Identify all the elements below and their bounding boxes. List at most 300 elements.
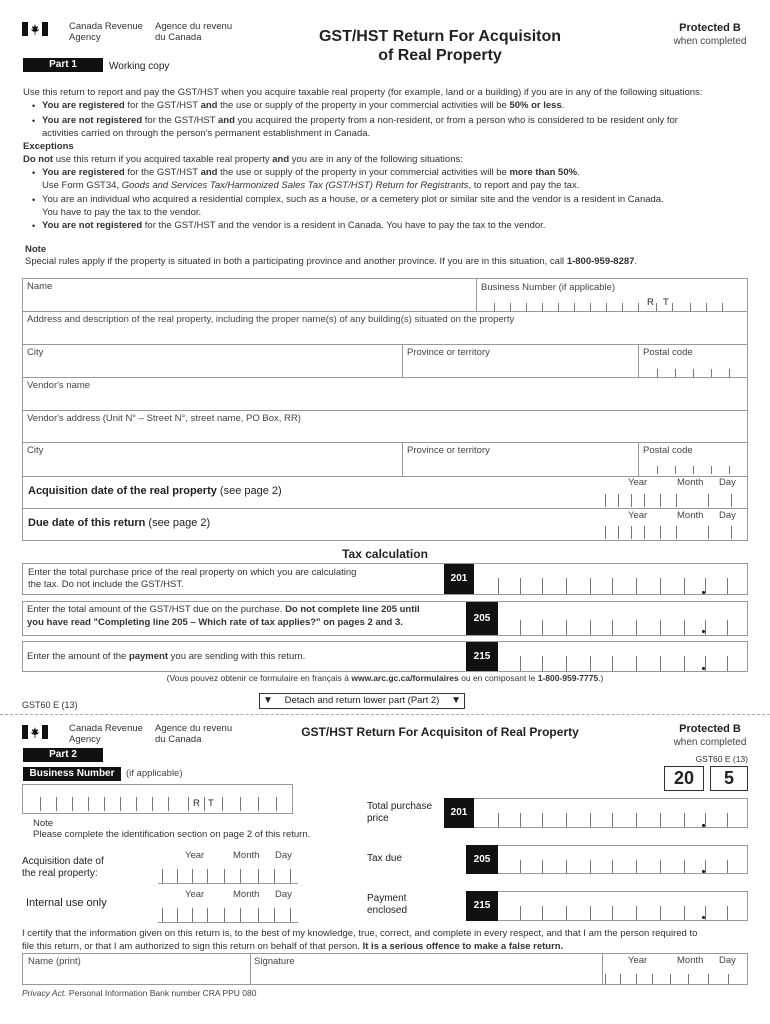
- when-completed-label: when completed: [673, 36, 747, 47]
- postal-tick: [693, 369, 694, 377]
- b2-a: You are not registered: [42, 115, 143, 126]
- acq-label-line2: the real property:: [22, 868, 98, 879]
- city-label: City: [27, 347, 44, 358]
- bullet-icon: •: [32, 101, 36, 111]
- bn-tick: [72, 797, 73, 811]
- address-label: Address and description of the real property, including the proper name(s) of any building(s) situated on the property: [27, 314, 515, 325]
- amount-tick: [566, 578, 567, 594]
- date-tick: [660, 494, 661, 507]
- e1-a: You are registered: [42, 167, 125, 178]
- postal-tick: [693, 466, 694, 474]
- year-prefix-box: 20: [664, 766, 704, 791]
- date-tick: [676, 526, 677, 539]
- line215-amount-field[interactable]: [498, 642, 747, 671]
- form-id: GST60 E (13): [22, 700, 78, 710]
- date-tick: [670, 974, 671, 984]
- bn-tick: [526, 303, 527, 311]
- protected-label-part2: Protected B: [679, 723, 741, 735]
- bn-tick: [542, 303, 543, 311]
- date-tick: [631, 526, 632, 539]
- part2-line205-field[interactable]: [498, 845, 748, 874]
- note-end: .: [634, 256, 638, 267]
- date-tick: [728, 974, 729, 984]
- amount-tick: [520, 860, 521, 873]
- privacy-act-label: Privacy Act.: [22, 988, 67, 998]
- e1-e: more than 50%: [509, 167, 578, 178]
- amount-tick: [636, 906, 637, 920]
- b1-e: 50% or less: [509, 100, 562, 111]
- e1-f: .: [577, 167, 580, 178]
- bn-t-label: T: [208, 798, 214, 809]
- amount-tick: [727, 620, 728, 635]
- line201-amount-field[interactable]: [474, 564, 747, 594]
- due-date-field[interactable]: [602, 522, 747, 539]
- e2-line1: You are an individual who acquired a residential complex, such as a house, or a cemetery plot or similar site and the vendor is a resident in Canada.: [42, 194, 664, 205]
- arrow-down-icon: ▼: [263, 695, 273, 706]
- vendor-province-label: Province or territory: [407, 445, 490, 456]
- name-field[interactable]: [23, 290, 475, 310]
- vendor-city-label: City: [27, 445, 44, 456]
- agency-fr-line1: Agence du revenu: [155, 723, 233, 734]
- decimal-point-dot: [702, 667, 705, 670]
- exceptions-heading: Exceptions: [23, 141, 74, 152]
- amount-tick: [636, 620, 637, 635]
- bn-tick: [56, 797, 57, 811]
- date-tick: [177, 869, 178, 883]
- vendor-address-field[interactable]: [23, 425, 747, 442]
- pay-line1: Payment: [367, 893, 407, 904]
- amount-tick: [636, 813, 637, 827]
- amount-tick: [520, 813, 521, 827]
- month-label: Month: [677, 477, 704, 488]
- month-label: Month: [233, 850, 260, 861]
- payment-enclosed-label: [367, 893, 407, 917]
- acquisition-date-label-part2: [22, 856, 104, 880]
- decimal-point-dot: [702, 870, 705, 873]
- divider: [23, 344, 748, 345]
- tax-due-label: Tax due: [367, 853, 403, 864]
- month-label: Month: [233, 889, 260, 900]
- amount-tick: [705, 813, 706, 827]
- amount-tick: [520, 656, 521, 671]
- note-text: [25, 256, 755, 269]
- bullet-icon: •: [32, 195, 36, 205]
- divider: [23, 311, 748, 312]
- line201-code: 201: [444, 564, 474, 594]
- bn-tick: [706, 303, 707, 311]
- cut-line: [0, 714, 770, 715]
- address-field[interactable]: [23, 326, 747, 343]
- amount-tick: [566, 656, 567, 671]
- amount-tick: [590, 578, 591, 594]
- date-tick: [274, 869, 275, 883]
- note-phone: 1-800-959-8287: [566, 256, 635, 267]
- date-tick: [240, 908, 241, 922]
- amount-tick: [498, 813, 499, 827]
- bullet-icon: •: [32, 168, 36, 178]
- internal-use-label: Internal use only: [26, 897, 107, 909]
- bn-tick: [622, 303, 623, 311]
- date-tick: [162, 908, 163, 922]
- year-suffix-box[interactable]: 5: [710, 766, 748, 791]
- e1-c: and: [200, 167, 218, 178]
- bn-tick: [152, 797, 153, 811]
- bn-tick: [494, 303, 495, 311]
- postal-tick: [729, 369, 730, 377]
- due-date-text: Due date of this return: [28, 517, 146, 529]
- when-completed-part2: when completed: [673, 737, 747, 748]
- b1-d: the use or supply of the property in your commercial activities will be: [217, 100, 510, 111]
- part2-line201-field[interactable]: [474, 798, 748, 828]
- amount-tick: [612, 906, 613, 920]
- business-number-badge: Business Number: [23, 767, 121, 781]
- day-label: Day: [719, 510, 736, 521]
- date-tick: [618, 526, 619, 539]
- amount-tick: [636, 656, 637, 671]
- b2-b: for the GST/HST: [142, 115, 218, 126]
- amount-tick: [542, 656, 543, 671]
- signature-field[interactable]: [251, 967, 601, 984]
- bn-tick: [222, 797, 223, 811]
- e1-line2-c: , to report and pay the tax.: [468, 179, 580, 191]
- bn-tick: [510, 303, 511, 311]
- amount-tick: [660, 578, 661, 594]
- bn-tick: [558, 303, 559, 311]
- bullet-icon: •: [32, 221, 36, 231]
- e1-b: for the GST/HST: [124, 167, 201, 178]
- exception-bullet2: [42, 194, 752, 219]
- due-date-label: [28, 517, 210, 529]
- bn-tick: [88, 797, 89, 811]
- fr-phone: 1-800-959-7775: [537, 673, 599, 683]
- date-tick: [708, 494, 709, 507]
- vendor-city-field[interactable]: [23, 455, 401, 474]
- bn-tick: [120, 797, 121, 811]
- date-tick: [631, 494, 632, 507]
- name-print-field[interactable]: [23, 967, 249, 984]
- amount-tick: [684, 578, 685, 594]
- tax-calculation-heading: Tax calculation: [342, 547, 428, 561]
- e1-line2-b: Goods and Services Tax/Harmonized Sales Tax (GST/HST) Return for Registrants: [121, 179, 469, 191]
- date-tick: [605, 526, 606, 539]
- date-tick: [162, 869, 163, 883]
- amount-tick: [684, 656, 685, 671]
- bn-tick: [40, 797, 41, 811]
- part2-note-heading: Note: [33, 818, 54, 829]
- amount-tick: [705, 860, 706, 873]
- city-field[interactable]: [23, 357, 401, 376]
- bn-tick: [276, 797, 277, 811]
- note-text-main: Special rules apply if the property is situated in both a participating province and another province. If you are in this situation, call: [25, 256, 567, 267]
- province-field[interactable]: [403, 357, 637, 376]
- amount-tick: [612, 860, 613, 873]
- line205-code: 205: [466, 602, 498, 635]
- intro-bullet2: [42, 115, 752, 140]
- day-label: Day: [275, 889, 292, 900]
- decimal-point-dot: [702, 824, 705, 827]
- part2-line201-code: 201: [444, 798, 474, 828]
- agency-en-line2: Agency: [69, 733, 101, 745]
- date-tick: [290, 869, 291, 883]
- bn-tick: [104, 797, 105, 811]
- exception-bullet1: [42, 167, 752, 192]
- canada-flag-icon: [22, 725, 48, 739]
- bn-tick: [204, 797, 205, 811]
- amount-tick: [727, 578, 728, 594]
- e2-line2: You have to pay the tax to the vendor.: [42, 206, 202, 218]
- date-tick: [258, 869, 259, 883]
- arrow-down-icon: ▼: [451, 695, 461, 706]
- tp-line1: Total purchase: [367, 801, 433, 812]
- l205-line2: you have read "Completing line 205 – Which rate of tax applies?" on pages 2 and 3.: [27, 616, 403, 628]
- part2-title: GST/HST Return For Acquisiton of Real Property: [301, 725, 579, 739]
- amount-tick: [542, 620, 543, 635]
- postal-tick: [675, 369, 676, 377]
- bn-tick: [168, 797, 169, 811]
- bn-tick: [258, 797, 259, 811]
- bullet-icon: •: [32, 116, 36, 126]
- date-tick: [644, 494, 645, 507]
- date-tick: [660, 526, 661, 539]
- l205-b: Do not complete line 205 until: [285, 604, 420, 615]
- amount-tick: [590, 906, 591, 920]
- exception-bullet3: [42, 220, 752, 233]
- line215-text: [27, 651, 447, 664]
- title-line2: of Real Property: [378, 47, 502, 64]
- detach-instruction: [259, 693, 465, 709]
- amount-tick: [520, 620, 521, 635]
- signature-date-field[interactable]: [603, 967, 747, 984]
- decimal-point-dot: [702, 630, 705, 633]
- amount-tick: [542, 813, 543, 827]
- month-label: Month: [677, 510, 704, 521]
- date-tick: [224, 869, 225, 883]
- bn-tick: [722, 303, 723, 311]
- e1-d: the use or supply of the property in your commercial activities will be: [217, 167, 510, 178]
- vendor-postal-label: Postal code: [643, 445, 693, 456]
- bn-tick: [672, 303, 673, 311]
- l215-a: Enter the amount of the: [27, 651, 129, 662]
- acquisition-date-field[interactable]: [602, 490, 747, 507]
- date-tick: [177, 908, 178, 922]
- l201-line1: Enter the total purchase price of the real property on which you are calculating: [28, 567, 357, 578]
- amount-tick: [660, 620, 661, 635]
- day-label: Day: [719, 955, 736, 966]
- due-see-text: (see page 2): [145, 517, 211, 529]
- amount-tick: [498, 578, 499, 594]
- e3-a: You are not registered: [42, 220, 143, 231]
- postal-tick: [657, 369, 658, 377]
- amount-tick: [612, 813, 613, 827]
- ex-c: and: [272, 154, 290, 165]
- signature-label: Signature: [254, 956, 295, 967]
- divider: [23, 508, 748, 509]
- title-line1: GST/HST Return For Acquisiton: [318, 28, 562, 45]
- business-number-label: Business Number (if applicable): [481, 282, 616, 293]
- e3-b: for the GST/HST and the vendor is a resident in Canada. You have to pay the tax to the vendor.: [142, 220, 546, 231]
- line205-text: [27, 604, 447, 629]
- b1-f: .: [561, 100, 565, 111]
- bn-optional-label: (if applicable): [126, 768, 183, 779]
- cert-warning: It is a serious offence to make a false return.: [362, 940, 564, 952]
- bn-tick: [690, 303, 691, 311]
- bn-tick: [656, 303, 657, 311]
- agency-name-en: [69, 22, 143, 43]
- cert-line2: file this return, or that I am authorized to sign this return on behalf of that person.: [22, 940, 363, 952]
- intro-text: [23, 87, 753, 100]
- page-title: [270, 27, 610, 65]
- agency-name-fr: [155, 22, 232, 43]
- amount-tick: [727, 906, 728, 920]
- note-heading: Note: [25, 244, 47, 255]
- part1-badge: Part 1: [23, 58, 103, 72]
- bn-t-label: T: [663, 297, 669, 308]
- amount-tick: [705, 578, 706, 594]
- date-tick: [644, 526, 645, 539]
- date-tick: [192, 908, 193, 922]
- year-label: Year: [628, 955, 648, 966]
- divider: [23, 442, 748, 443]
- amount-tick: [705, 906, 706, 920]
- date-tick: [636, 974, 637, 984]
- intro-line1: Use this return to report and pay the GST/HST when you acquire taxable real property (for example, land or a building) if you are in any of the following situations:: [23, 87, 703, 98]
- part2-line215-field[interactable]: [498, 891, 748, 921]
- certification-text: [22, 928, 750, 953]
- amount-tick: [590, 860, 591, 873]
- agency-en-line1: Canada Revenue: [69, 21, 143, 32]
- line205-amount-field[interactable]: [498, 602, 747, 635]
- date-tick: [688, 974, 689, 984]
- amount-tick: [566, 860, 567, 873]
- amount-tick: [520, 906, 521, 920]
- date-tick: [708, 974, 709, 984]
- bn-tick: [240, 797, 241, 811]
- l205-a: Enter the total amount of the GST/HST due on the purchase.: [27, 604, 286, 615]
- amount-tick: [684, 860, 685, 873]
- agency-name-en-part2: [69, 724, 143, 745]
- line215-code: 215: [466, 642, 498, 671]
- year-label: Year: [185, 850, 205, 861]
- date-tick: [605, 494, 606, 507]
- detach-text: Detach and return lower part (Part 2): [284, 695, 440, 706]
- decimal-point-dot: [702, 591, 705, 594]
- year-label: Year: [628, 477, 648, 488]
- acq-see-text: (see page 2): [216, 485, 282, 497]
- date-tick: [192, 869, 193, 883]
- month-label: Month: [677, 955, 704, 966]
- protected-label: Protected B: [679, 22, 741, 34]
- date-tick: [224, 908, 225, 922]
- amount-tick: [684, 620, 685, 635]
- bn-tick: [638, 303, 639, 311]
- amount-tick: [612, 656, 613, 671]
- b1-b: for the GST/HST: [124, 100, 201, 111]
- vendor-name-field[interactable]: [23, 392, 747, 409]
- amount-tick: [612, 578, 613, 594]
- l215-c: you are sending with this return.: [168, 651, 306, 662]
- amount-tick: [727, 813, 728, 827]
- amount-tick: [705, 620, 706, 635]
- vendor-province-field[interactable]: [403, 455, 637, 474]
- french-note: [22, 673, 748, 683]
- amount-tick: [660, 813, 661, 827]
- l215-b: payment: [128, 651, 169, 662]
- bn-tick: [188, 797, 189, 811]
- amount-tick: [727, 860, 728, 873]
- privacy-bank-number: Personal Information Bank number CRA PPU 080: [66, 988, 257, 998]
- acq-date-text: Acquisition date of the real property: [28, 485, 217, 497]
- b2-c: and: [218, 115, 235, 126]
- acq-label-line1: Acquisition date of: [22, 856, 104, 867]
- date-tick: [207, 869, 208, 883]
- amount-tick: [660, 906, 661, 920]
- agency-en-line2: Agency: [69, 31, 101, 43]
- canada-flag-icon: [22, 22, 48, 36]
- bn-r-label: R: [193, 798, 200, 809]
- fr-link[interactable]: www.arc.gc.ca/formulaires: [351, 673, 459, 683]
- intro-bullet1: [42, 100, 752, 113]
- year-label: Year: [185, 889, 205, 900]
- divider: [23, 410, 748, 411]
- acquisition-date-field-part2[interactable]: [158, 862, 298, 884]
- postal-code-label: Postal code: [643, 347, 693, 358]
- bn-tick: [136, 797, 137, 811]
- postal-tick: [675, 466, 676, 474]
- working-copy-label: Working copy: [109, 61, 170, 72]
- fr-c: ou en composant le: [458, 673, 538, 683]
- amount-tick: [612, 620, 613, 635]
- line201-text: [28, 567, 438, 590]
- amount-tick: [542, 578, 543, 594]
- l201-line2: the tax. Do not include the GST/HST.: [28, 578, 184, 590]
- name-print-label: Name (print): [28, 956, 81, 967]
- e1-line2-a: Use Form GST34,: [42, 179, 122, 191]
- amount-tick: [684, 906, 685, 920]
- decimal-point-dot: [702, 916, 705, 919]
- part2-badge: Part 2: [23, 748, 103, 762]
- amount-tick: [542, 860, 543, 873]
- amount-tick: [636, 860, 637, 873]
- total-purchase-label: [367, 801, 432, 825]
- date-tick: [731, 494, 732, 507]
- date-tick: [258, 908, 259, 922]
- amount-tick: [636, 578, 637, 594]
- part2-line215-code: 215: [466, 891, 498, 921]
- bn-tick: [606, 303, 607, 311]
- amount-tick: [727, 656, 728, 671]
- bn-r-label: R: [647, 297, 654, 308]
- amount-tick: [520, 578, 521, 594]
- date-tick: [731, 526, 732, 539]
- amount-tick: [705, 656, 706, 671]
- date-tick: [274, 908, 275, 922]
- business-number-field-part2[interactable]: [22, 784, 293, 814]
- agency-fr-line2: du Canada: [155, 31, 202, 43]
- vendor-name-label: Vendor's name: [27, 380, 91, 391]
- year-label: Year: [628, 510, 648, 521]
- date-tick: [620, 974, 621, 984]
- amount-tick: [590, 620, 591, 635]
- fr-a: (Vous pouvez obtenir ce formulaire en français à: [166, 673, 352, 683]
- date-tick: [676, 494, 677, 507]
- agency-fr-line1: Agence du revenu: [155, 21, 233, 32]
- date-tick: [240, 869, 241, 883]
- date-tick: [708, 526, 709, 539]
- bn-tick: [574, 303, 575, 311]
- cert-line1: I certify that the information given on this return is, to the best of my knowledge, true, correct, and complete in every respect, and that I am the person required to: [22, 928, 698, 939]
- amount-tick: [542, 906, 543, 920]
- b1-a: You are registered: [42, 100, 125, 111]
